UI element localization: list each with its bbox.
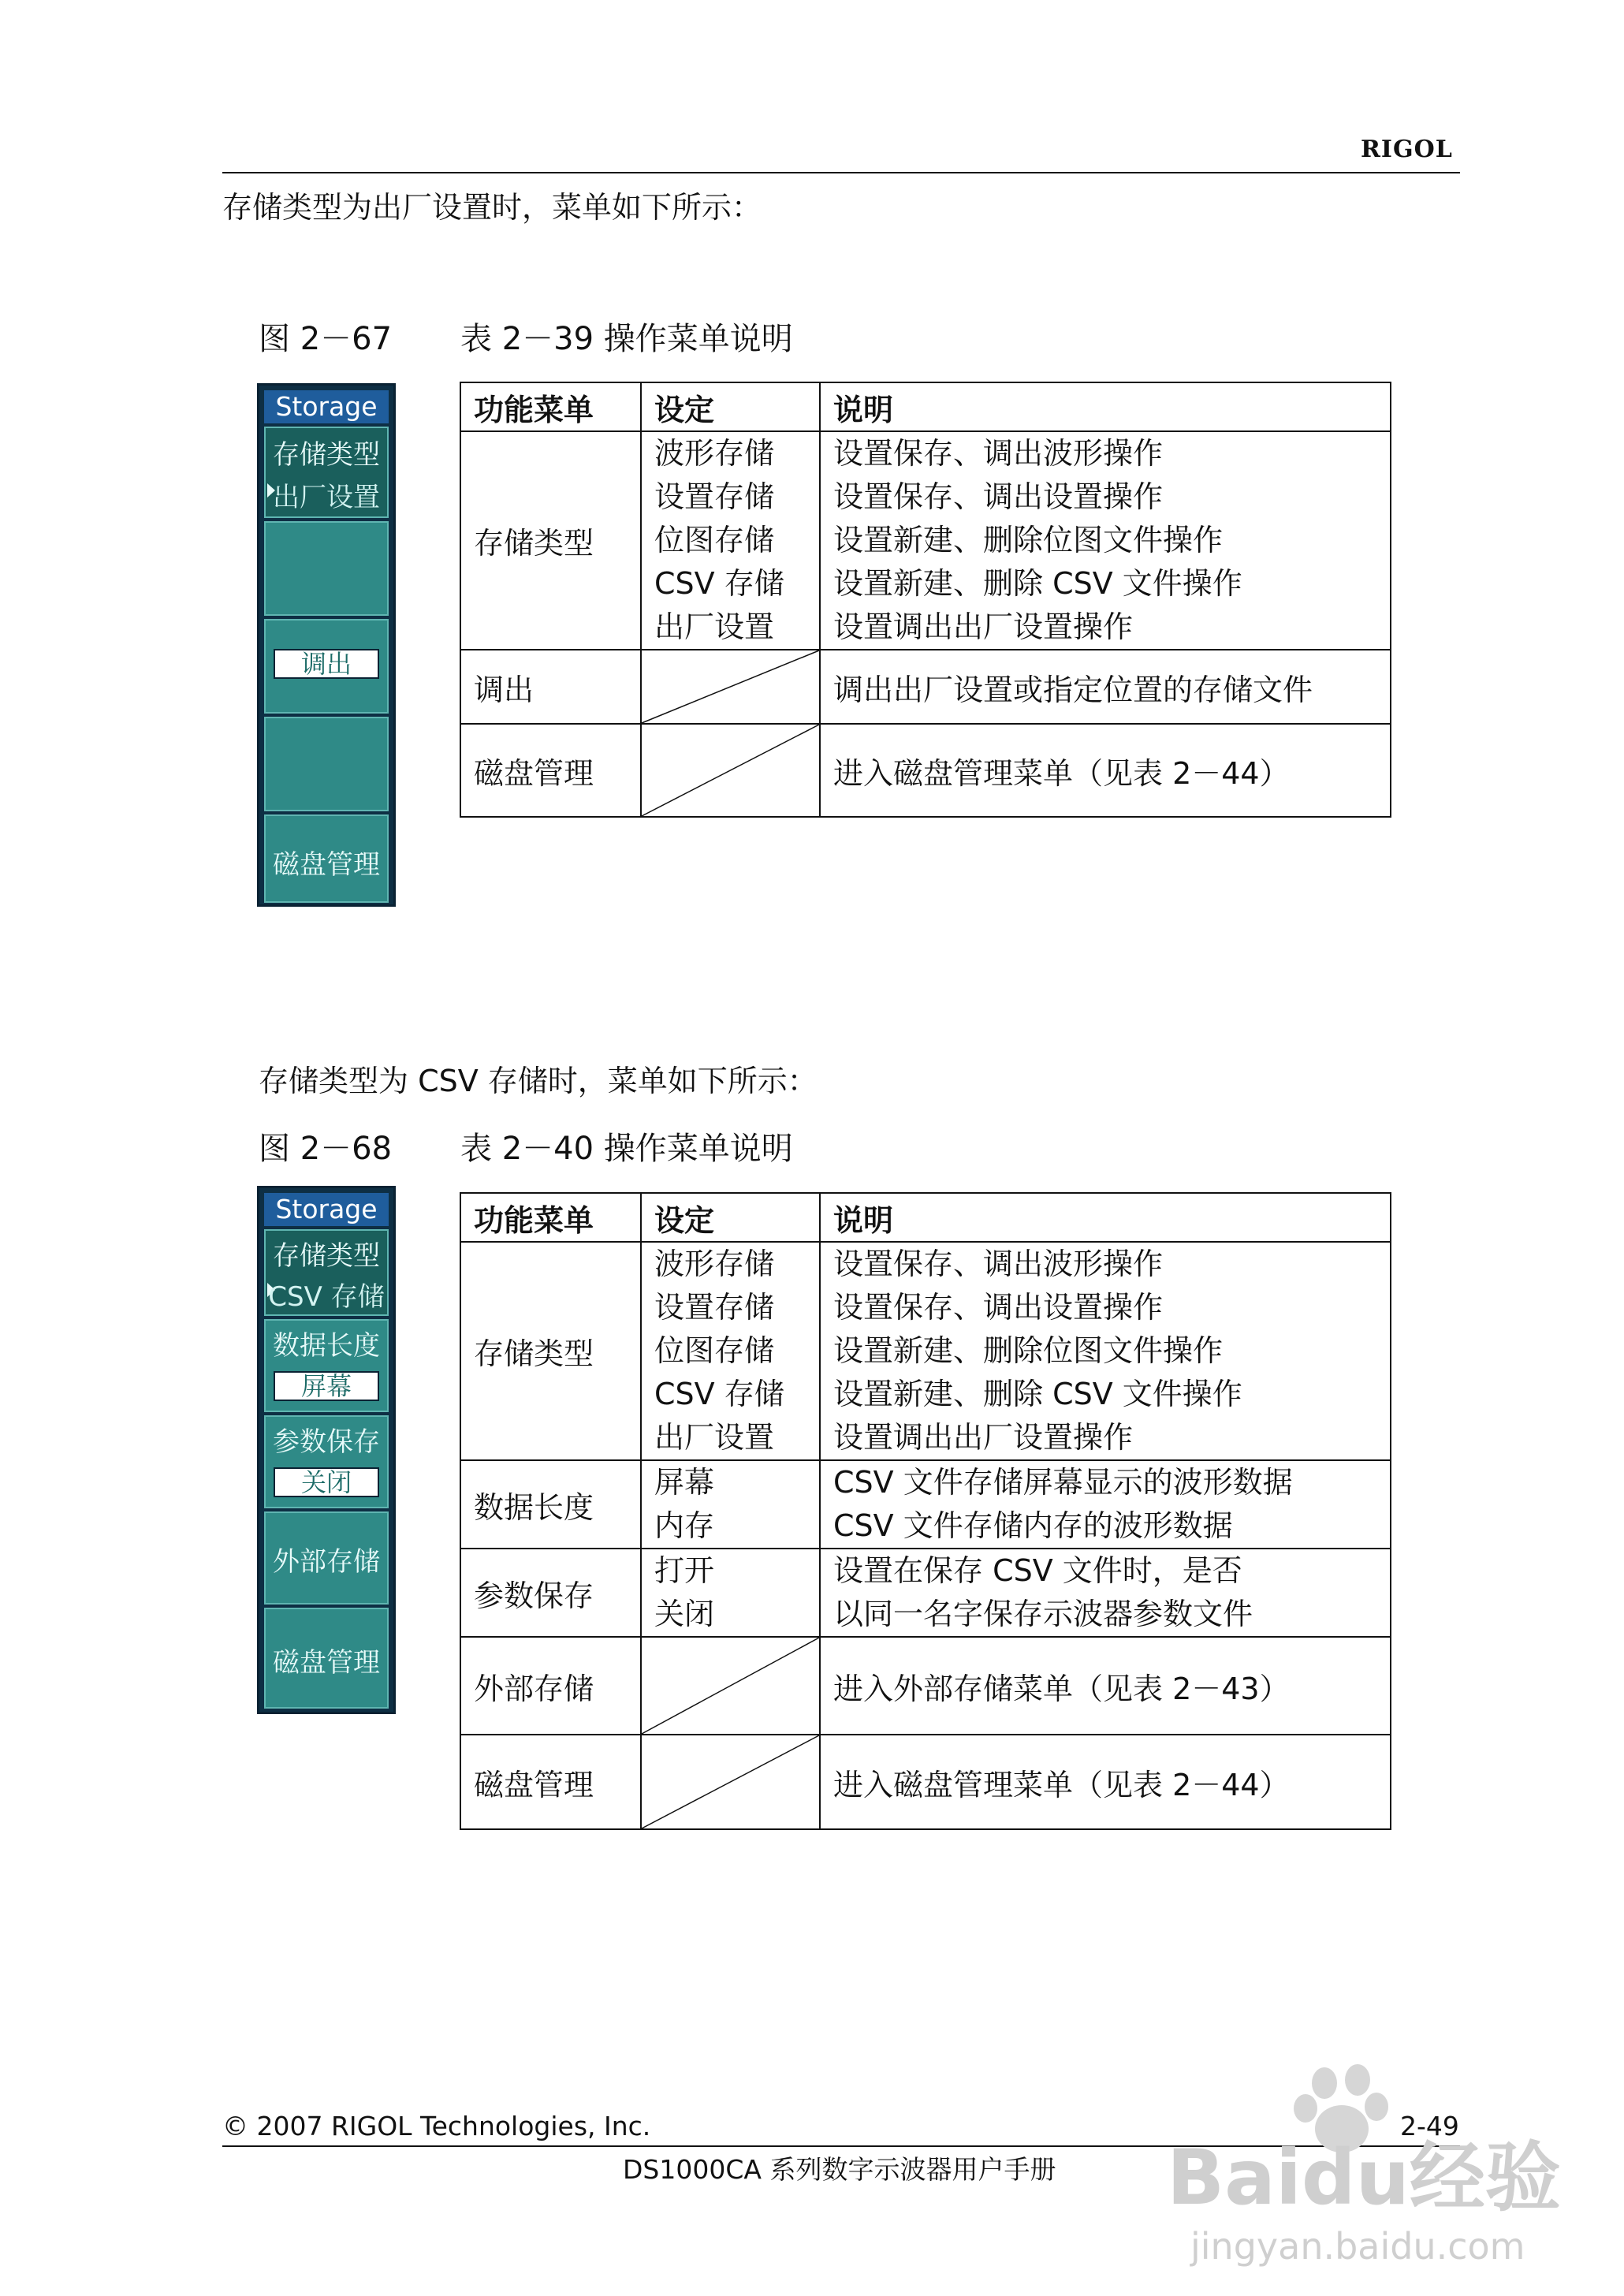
description-line: 设置新建、删除 CSV 文件操作 <box>833 1377 1242 1411</box>
storage-menu-csv <box>257 1186 396 1714</box>
description-cell: 调出出厂设置或指定位置的存储文件 <box>820 650 1391 724</box>
settings-cell <box>641 1549 820 1637</box>
settings-cell <box>641 431 820 650</box>
description-line: 设置保存、调出波形操作 <box>833 436 1164 471</box>
operation-menu-table-2-40 <box>460 1192 1391 1830</box>
setting-option: 打开 <box>654 1553 715 1588</box>
description-line: 设置保存、调出设置操作 <box>833 1290 1164 1325</box>
function-cell: 数据长度 <box>460 1460 641 1549</box>
menu-item-label: 存储类型 <box>273 439 380 471</box>
settings-cell <box>641 1460 820 1549</box>
menu-blank-slot <box>264 717 389 811</box>
menu-title: Storage <box>264 1193 389 1226</box>
description-line: 设置保存、调出波形操作 <box>833 1247 1164 1281</box>
description-line: 设置在保存 CSV 文件时，是否 <box>833 1553 1242 1588</box>
table-row <box>460 1735 1391 1829</box>
menu-recall-button[interactable] <box>264 619 389 714</box>
description-cell <box>820 1460 1391 1549</box>
description-line: CSV 文件存储屏幕显示的波形数据 <box>833 1465 1293 1500</box>
menu-disk-manage-button[interactable] <box>264 814 389 903</box>
menu-data-length-button[interactable] <box>264 1319 389 1412</box>
menu-item-value: 关闭 <box>274 1467 379 1497</box>
menu-param-save-button[interactable] <box>264 1415 389 1508</box>
setting-option: 波形存储 <box>654 436 775 471</box>
description-line: 设置调出出厂设置操作 <box>833 1420 1134 1455</box>
table-row <box>460 431 1391 650</box>
column-header: 说明 <box>820 382 1391 431</box>
section1-intro: 存储类型为出厂设置时，菜单如下所示： <box>222 190 762 225</box>
watermark-logo: Baidu经验 <box>1167 2134 1561 2222</box>
description-cell <box>820 1549 1391 1637</box>
menu-title: Storage <box>264 390 389 423</box>
table-row <box>460 650 1391 724</box>
setting-option: 出厂设置 <box>654 1420 775 1455</box>
menu-item-value: CSV 存储 <box>268 1281 385 1313</box>
setting-option: 出厂设置 <box>654 609 775 644</box>
header-rule <box>222 172 1460 173</box>
menu-item-label: 存储类型 <box>273 1240 380 1272</box>
function-cell: 参数保存 <box>460 1549 641 1637</box>
setting-option: CSV 存储 <box>654 1377 784 1411</box>
storage-menu-factory <box>257 383 396 907</box>
figure-caption-2-68: 图 2－68 <box>259 1131 393 1167</box>
table-row <box>460 724 1391 817</box>
description-cell: 进入磁盘管理菜单（见表 2－44） <box>820 724 1391 817</box>
empty-setting-cell <box>641 650 820 724</box>
empty-setting-cell <box>641 1735 820 1829</box>
setting-option: 位图存储 <box>654 523 775 557</box>
description-cell <box>820 1242 1391 1460</box>
description-cell <box>820 431 1391 650</box>
diagonal-line-icon <box>642 725 819 816</box>
menu-disk-manage-button[interactable] <box>264 1608 389 1709</box>
setting-option: 设置存储 <box>654 479 775 514</box>
empty-setting-cell <box>641 1637 820 1735</box>
setting-option: 屏幕 <box>654 1465 715 1500</box>
description-line: 设置调出出厂设置操作 <box>833 609 1134 644</box>
function-cell: 磁盘管理 <box>460 724 641 817</box>
manual-title: DS1000CA 系列数字示波器用户手册 <box>623 2154 1056 2185</box>
function-cell: 外部存储 <box>460 1637 641 1735</box>
setting-option: 内存 <box>654 1508 715 1543</box>
table-row <box>460 1460 1391 1549</box>
setting-option: 关闭 <box>654 1597 715 1631</box>
column-header: 设定 <box>641 1193 820 1242</box>
column-header: 设定 <box>641 382 820 431</box>
description-cell: 进入磁盘管理菜单（见表 2－44） <box>820 1735 1391 1829</box>
description-line: 设置新建、删除 CSV 文件操作 <box>833 566 1242 601</box>
menu-item-value: 屏幕 <box>274 1371 379 1401</box>
operation-menu-table-2-39 <box>460 382 1391 818</box>
table-caption-2-39: 表 2－39 操作菜单说明 <box>460 321 793 357</box>
description-line: 设置新建、删除位图文件操作 <box>833 523 1224 557</box>
table-row <box>460 1242 1391 1460</box>
empty-setting-cell <box>641 724 820 817</box>
function-cell: 调出 <box>460 650 641 724</box>
menu-external-storage-button[interactable] <box>264 1511 389 1605</box>
menu-item-label: 数据长度 <box>273 1330 380 1362</box>
setting-option: 波形存储 <box>654 1247 775 1281</box>
menu-item-label: 参数保存 <box>273 1426 380 1458</box>
column-header: 功能菜单 <box>460 1193 641 1242</box>
paw-icon <box>1159 2066 1561 2271</box>
diagonal-line-icon <box>642 650 819 723</box>
description-line: CSV 文件存储内存的波形数据 <box>833 1508 1233 1543</box>
description-line: 以同一名字保存示波器参数文件 <box>833 1597 1253 1631</box>
function-cell: 存储类型 <box>460 1242 641 1460</box>
figure-caption-2-67: 图 2－67 <box>259 321 393 357</box>
setting-option: CSV 存储 <box>654 566 784 601</box>
settings-cell <box>641 1242 820 1460</box>
copyright: © 2007 RIGOL Technologies, Inc. <box>222 2111 651 2141</box>
baidu-watermark <box>1159 2066 1561 2271</box>
description-line: 设置保存、调出设置操作 <box>833 479 1164 514</box>
description-cell: 进入外部存储菜单（见表 2－43） <box>820 1637 1391 1735</box>
column-header: 说明 <box>820 1193 1391 1242</box>
menu-item-label: 磁盘管理 <box>273 1647 380 1679</box>
watermark-url: jingyan.baidu.com <box>1190 2225 1525 2268</box>
setting-option: 位图存储 <box>654 1333 775 1368</box>
table-row <box>460 1637 1391 1735</box>
description-line: 设置新建、删除位图文件操作 <box>833 1333 1224 1368</box>
menu-item-value: 出厂设置 <box>273 482 380 513</box>
diagonal-line-icon <box>642 1735 819 1828</box>
page-number: 2-49 <box>1400 2111 1459 2141</box>
menu-storage-type-button[interactable] <box>264 427 389 518</box>
menu-item-label: 磁盘管理 <box>273 849 380 881</box>
setting-option: 设置存储 <box>654 1290 775 1325</box>
function-cell: 存储类型 <box>460 431 641 650</box>
table-caption-2-40: 表 2－40 操作菜单说明 <box>460 1131 793 1167</box>
menu-item-value: 调出 <box>274 649 379 679</box>
menu-blank-slot <box>264 521 389 616</box>
menu-item-label: 外部存储 <box>273 1546 380 1578</box>
section2-intro: 存储类型为 CSV 存储时，菜单如下所示： <box>259 1064 818 1098</box>
table-row <box>460 1549 1391 1637</box>
menu-storage-type-button[interactable] <box>264 1229 389 1316</box>
diagonal-line-icon <box>642 1638 819 1734</box>
brand-header: RIGOL <box>1361 136 1453 163</box>
function-cell: 磁盘管理 <box>460 1735 641 1829</box>
column-header: 功能菜单 <box>460 382 641 431</box>
